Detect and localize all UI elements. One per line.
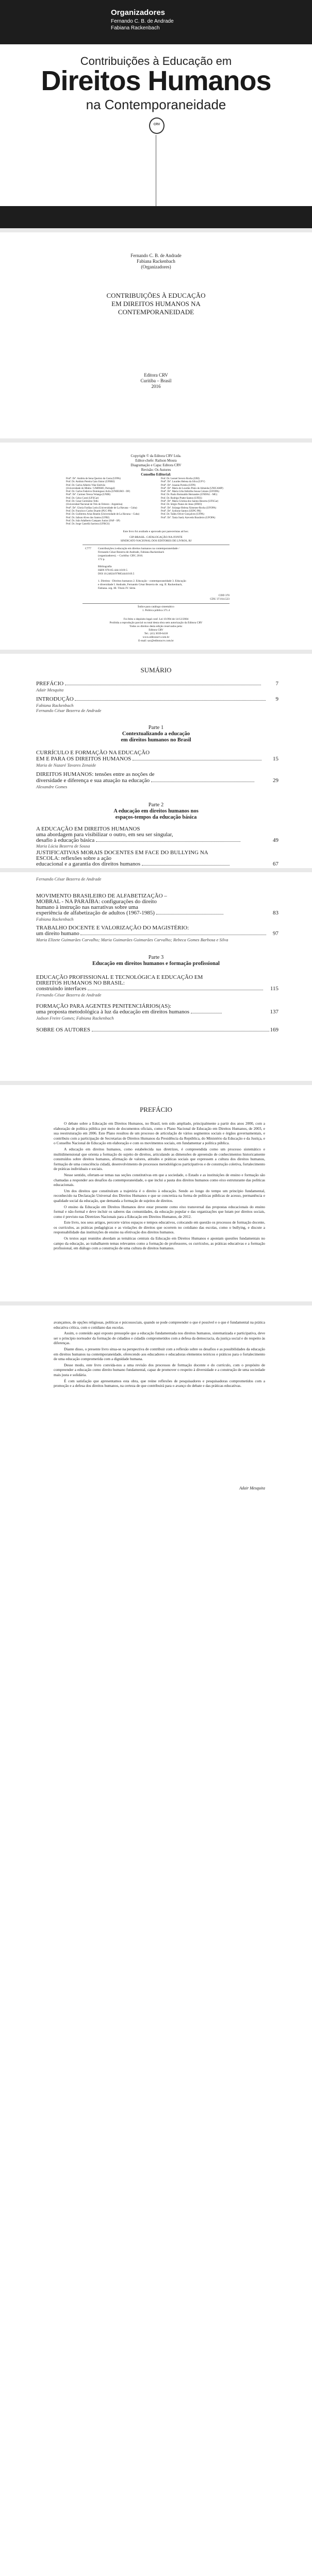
rights-note: Proibida a reprodução parcial ou total desta obra sem autorização da Editora CRV [109, 621, 203, 624]
cip-line: ISBN 978-85-444-1019-5 [98, 569, 127, 572]
toc-entry-page: 15 [273, 756, 278, 762]
cover-organizers-label: Organizadores [111, 8, 166, 17]
preface-paragraph: avançamos, de opções religiosas, políticas e psicossociais, quando se pode compreender o que é possível e o que é fundamental na prática educativa crítica, com o cotidiano das escolas. [54, 1320, 265, 1330]
publisher-phone: Tel.: (41) 3039-6418 [144, 632, 168, 635]
preface-heading: PREFÁCIO [140, 1106, 172, 1113]
cip-line [98, 576, 229, 580]
preface-paragraph: A educação em direitos humanos, como estabelecida nas diretrizes, é compreendida como um processo sistemático e multidimensional que orienta a formação do sujeito de direitos, articulando as dimensões de apreensão de conhecimentos historicamente construídos sobre direitos humanos, afirmação de valores, atitudes e práticas sociais que expressem a cultura dos direitos humanos, formação de uma consciência cidadã, desenvolvimento de processos metodológicos participativos e de construção coletiva, fortalecimento de práticas individuais e sociais. [54, 1146, 265, 1172]
toc-entry-title: A EDUCAÇÃO EM DIREITOS HUMANOS [36, 826, 140, 832]
toc-entry-title-2: DIREITOS HUMANOS NO BRASIL: [36, 980, 125, 986]
toc-entry-author: Fernando César Bezerra de Andrade [36, 876, 102, 882]
board-member: Profª. Drª. Lourdes Helena da Silva (UFV) [161, 481, 205, 484]
leader-dots [75, 700, 266, 701]
cover-subtitle: Contribuições à Educação em [80, 55, 232, 67]
preface-paragraph: Nesse sentido, ofertam-se temas nas seções constitutivas em que a sociedade, o Estado e as instituições de ensino e formação são chamadas a responder aos desafios da contemporaneidade, o que inclui a pauta dos direitos humanos como eixo estruturante das políticas educacionais. [54, 1172, 265, 1188]
preface-paragraph: Os textos aqui reunidos abordam as temáticas centrais da Educação em Direitos Humanos e apontam questões fundamentais no campo da educação, ao trabalharem temas relevantes como a formação de professores, os currículos, as práticas educativas e a formação profissional, em diálogo com a construção de uma cultura de direitos humanos. [54, 1236, 265, 1251]
toc-entry-title-3: humano à instrução nas narrativas sobre uma [36, 904, 138, 910]
copyright-line: Copyright © da Editora CRV Ltda. [130, 454, 182, 458]
toc-page-2 [0, 872, 312, 1081]
toc-entry-author: Alexandre Gomes [36, 784, 68, 789]
preface-paragraph: Este livro, nos seus artigos, percorre vários espaços e tempos educativos, colocando em questão os processos de formação docente, os currículos, as práticas pedagógicas e as violações de direitos que ocorrem no cotidiano das escolas, como o bullying, e discute a responsabilidade das instituições de ensino na efetivação dos direitos humanos. [54, 1220, 265, 1235]
toc-entry-title: PREFÁCIO [36, 681, 64, 687]
part-2-label: Parte 2 [148, 802, 164, 808]
layout-line: Diagramação e Capa: Editora CRV [130, 463, 182, 467]
toc-entry-page: 97 [273, 930, 278, 937]
preface-paragraph: Diante disso, o presente livro situa-se na perspectiva de contribuir com a reflexão sobre os desafios e as possibilidades da educação em direitos humanos na contemporaneidade, oferecendo aos educadores e educadoras elementos teóricos e práticos para o fortalecimento de uma educação comprometida com a dignidade humana. [54, 1346, 265, 1362]
toc-entry-continued[interactable] [36, 930, 278, 937]
board-member: Profª. Drª. Maria Cristina dos Santos Bezerra (UFSCar) [161, 500, 219, 503]
cip-line: Fernando César Bezerra de Andrade, Fabiana Rackenbach [98, 551, 165, 554]
cover-title: Direitos Humanos [41, 65, 271, 96]
toc-entry[interactable] [36, 696, 278, 702]
toc-entry-title-2: EM E PARA OS DIREITOS HUMANOS [36, 756, 132, 762]
publisher-name: Editora CRV [149, 629, 163, 632]
toc-entry-continued[interactable] [36, 837, 278, 843]
cip-line: CDU 37.014.523 [210, 598, 229, 601]
leader-dots [96, 841, 240, 842]
toc-entry-title-2: uma proposta metodológica à luz da educação em direitos humanos [36, 1009, 190, 1015]
cip-line: CDD 370 [218, 594, 229, 597]
toc-entry-page: 137 [270, 1009, 278, 1015]
preface-paragraph: Assim, o conteúdo aqui exposto pressupõe que a educação fundamentada nos direitos humanos, sistematizada e participativa, deve ser o princípio norteador da formação de cidadãos e cidadãs comprometidos com a defesa da democracia, da justiça social e do respeito às diferenças. [54, 1331, 265, 1346]
review-note: Este livro foi avaliado e aprovado por pareceristas ad hoc. [123, 530, 189, 533]
board-member: Prof. Dr. Jorge Castellá Sarriera (UFRGS) [66, 523, 110, 526]
toc-entry-author: Maria Lúcia Bezerra de Sousa [36, 843, 90, 849]
cip-line: e diversidade I. Andrade, Fernando César Bezerra de. org. II. Rackenbach, [98, 583, 183, 586]
board-member: Profª. Drª. Carmen Tereza Velanga (UNIR) [66, 494, 110, 497]
toc-entry-page: 83 [273, 910, 278, 916]
toc-entry-continued[interactable] [36, 986, 278, 992]
preface-paragraph: Um dos direitos que constituíram a trajetória é o direito à educação. Sendo ao longo do tempo um princípio fundamental, reconhecido na Declaração Universal dos Direitos Humanos e que se concretiza na forma de políticas públicas de acesso, permanência e qualidade social da educação, que demanda a formação de sujeitos de direitos. [54, 1188, 265, 1203]
publisher-site: www.editoracrv.com.br [142, 636, 170, 639]
board-member: Prof. Dr. Cesar Gerónimo Tello [66, 500, 98, 503]
board-member: Profª. Drª. Josania Portela (UFPI) [161, 484, 196, 487]
crv-logo-icon [149, 117, 165, 134]
page-separator [0, 438, 312, 443]
board-member: Prof. Dr. Sérgio Nunes de Jesus (IFRO) [161, 503, 202, 506]
publisher-email: E-mail: sac@editoracrv.com.br [138, 639, 174, 642]
toc-entry-title: SOBRE OS AUTORES [36, 1027, 90, 1033]
preface-signature: Adair Mesquita [239, 1486, 265, 1490]
toc-entry-authors[interactable] [36, 1027, 278, 1033]
cover-footer-band [0, 206, 312, 228]
toc-entry-title: MOVIMENTO BRASILEIRO DE ALFABETIZAÇÃO – [36, 893, 167, 899]
toc-entry[interactable] [36, 771, 278, 777]
toc-entry-continued[interactable] [36, 777, 278, 784]
toc-entry-continued[interactable] [36, 1009, 278, 1015]
toc-entry-author: Fernando César Bezerra de Andrade [36, 992, 102, 997]
board-member: Profª. Drª. Sydione Santos (UEPG PR) [161, 510, 201, 513]
toc-entry-continued[interactable] [36, 910, 278, 916]
leader-dots [142, 865, 229, 866]
board-member: Profª. Drª. Andréa de Sena Queiroz da Costa (UFPA) [66, 478, 121, 480]
cip-line: 172 p. [98, 558, 105, 561]
page-separator [0, 1081, 312, 1085]
toc-entry-page: 67 [273, 861, 278, 867]
cip-line: 1. Direitos - Direitos humanos 2. Educação - contemporaneidade 3. Educação [98, 580, 186, 583]
part-3-label: Parte 3 [148, 955, 164, 960]
cip-code: C777 [85, 547, 91, 550]
preface-page [0, 1085, 312, 1301]
title-page-title-line-1: CONTRIBUIÇÕES À EDUCAÇÃO [106, 292, 206, 299]
toc-entry[interactable] [36, 750, 278, 756]
cover-page [0, 0, 312, 228]
toc-entry-title-2: um direito humano [36, 930, 79, 937]
toc-entry-title: JUSTIFICATIVAS MORAIS DOCENTES EM FACE DO BULLYING NA [36, 850, 208, 856]
board-member: Prof. Dr. Paulo Romualdo Hernandes (UNIFAL - MG) [161, 494, 218, 497]
board-member: Prof. Dr. Celso Conti (UFSCar) [66, 497, 99, 500]
board-member: Profª. Drª. Maria de Lourdes Pinto de Almeida (UNICAMP) [161, 487, 223, 490]
part-3-title: Educação em direitos humanos e formação profissional [92, 961, 220, 967]
review-line: Revisão: Os Autores [141, 468, 171, 472]
cip-line: Fabiana. org. III. Título IV. Série. [98, 587, 136, 590]
board-member: Profª. Drª. Gloria Fariñas León (Universidade de La Havana – Cuba) [66, 506, 137, 510]
toc-entry-author: Fernando César Bezerra de Andrade [36, 708, 102, 713]
toc-entry-title-3: educacional e a garantia dos direitos humanos [36, 861, 141, 867]
cip-line [98, 590, 229, 594]
title-page-title-line-2: EM DIREITOS HUMANOS NA [111, 300, 201, 308]
page-separator [0, 868, 312, 872]
legal-deposit: Foi feito o depósito legal conf. Lei 10.994 de 14/12/2004 [123, 618, 189, 621]
board-member: Prof. Dr. João Adalberto Campato Junior (FAP - SP) [66, 519, 120, 522]
cip-line [98, 562, 229, 565]
title-page-year: 2016 [151, 384, 161, 389]
cip-line: Contribuições à educação em direitos humanos na contemporaneidade / [98, 547, 179, 550]
toc-entry-page: 7 [275, 681, 278, 687]
toc-entry-author: Maria de Nazaré Tavares Zenaide [36, 762, 96, 768]
board-member: Prof. Dr. Guillermo Arias Beatón (Universidade de La Havana – Cuba) [66, 513, 140, 516]
toc-entry-title-3: construindo interfaces [36, 986, 87, 992]
toc-entry-title: FORMAÇÃO PARA AGENTES PENITENCIÁRIOS(AS): [36, 1003, 172, 1009]
title-page-organizer-2: Fabiana Rackenbach [137, 259, 175, 264]
toc-heading: SUMÁRIO [140, 666, 172, 674]
toc-entry-continued[interactable] [36, 756, 278, 762]
board-member: (Universidade do Minho / UMINHO, Portugal) [66, 487, 115, 490]
toc-entry-author: Jadson Freire Gomes; Fabiana Rackenbach [36, 1015, 114, 1021]
toc-page-1 [0, 654, 312, 868]
cover-organizer-2: Fabiana Rackenbach [111, 25, 160, 31]
copyright-page [0, 443, 312, 650]
part-1-label: Parte 1 [148, 725, 164, 731]
toc-entry-author: Fabiana Rackenbach [36, 917, 74, 922]
toc-entry-page: 9 [275, 696, 278, 702]
cip-line: (organizadores). – Curitiba: CRV, 2016. [98, 554, 143, 557]
part-2-title-line-1: A educação em direitos humanos nos [113, 808, 199, 814]
cover-title-tail: na Contemporaneidade [86, 97, 226, 112]
toc-entry-page: 49 [273, 837, 278, 843]
toc-entry-title-2: diversidade e diferença e sua atuação na educação [36, 777, 150, 784]
board-member: Profª. Drª. Maria Lília Imbiriba Sousa Colares (UFOPA) [161, 490, 219, 494]
title-page [0, 232, 312, 438]
toc-entry-author: Adair Mesquita [36, 687, 64, 692]
cip-title: CIP-BRASIL. CATALOGAÇÃO-NA-FONTE [129, 536, 183, 539]
title-page-publisher: Editora CRV [144, 372, 168, 378]
board-member: Prof. Dr. Jailson Alves dos Santos (UFRJ) [66, 516, 110, 519]
board-member: Profª. Drª. Tania Suely Azevedo Brasileiro (UFOPA) [161, 516, 216, 519]
board-member: Prof. Dr. Antônio Pereira Gaio Júnior (UFRRJ) [66, 481, 115, 484]
toc-entry-title-2: uma abordagem para visibilizar o outro, em seu ser singular, [36, 832, 173, 838]
board-member: Prof. Dr. Carlos Federico Dominguez Avila (UNIEURO - DF) [66, 490, 130, 494]
preface-paragraph: Desse modo, este livro convida-nos a uma revisão dos processos de formação docente e do currículo, com o propósito de compreender a educação como direito humano fundamental, capaz de promover o respeito à diversidade e a construção de uma sociedade mais justa e solidária. [54, 1362, 265, 1377]
preface-continued-page [0, 1306, 312, 1512]
title-page-organizer-1: Fernando C. B. de Andrade [130, 253, 182, 258]
board-member: Prof. Dr. Leonel Severo Rocha (URI) [161, 478, 200, 480]
toc-entry-title: DIREITOS HUMANOS: tensões entre as noções de [36, 771, 155, 777]
rights-note-2: Todos os direitos desta edição reservados pela: [129, 625, 183, 628]
board-member: Prof. Dr. Rodrigo Pratte-Santos (UFES) [161, 497, 202, 500]
toc-entry[interactable] [36, 681, 278, 687]
toc-entry-page: 169 [270, 1027, 278, 1033]
index-item: 1. Política pública 371.4 [142, 609, 170, 612]
part-1-title-line-2: em direitos humanos no Brasil [121, 737, 191, 743]
board-member: (Universidad Nacional de Três de Febrero - Argentina) [66, 503, 123, 506]
toc-entry-title-4: experiência de alfabetização de adultos (1967-1985) [36, 910, 155, 916]
title-page-role: (Organizadores) [141, 264, 171, 269]
toc-entry-title: CURRÍCULO E FORMAÇÃO NA EDUCAÇÃO [36, 750, 150, 756]
editor-line: Editor-chefe: Railson Moura [135, 459, 177, 463]
toc-entry-author: Fabiana Rackenbach [36, 703, 74, 708]
page-separator [0, 1301, 312, 1306]
logo-text: CRV [153, 123, 160, 126]
board-member: Prof. Dr. Francisco Carlos Duarte (PUC-PR) [66, 510, 112, 513]
board-heading: Conselho Editorial: [141, 472, 171, 477]
index-title: Índice para catálogo sistemático [138, 605, 174, 608]
preface-paragraph: O ensino da Educação em Direitos Humanos deve estar presente como eixo transversal das propostas educacionais do ensino formal e não-formal e deve incluir os saberes das comunidades, da educação popular e das organizações que lutam por direitos sociais, como é previsto nas Diretrizes Nacionais para a Educação em Direitos Humanos, de 2012. [54, 1204, 265, 1219]
cip-rule-bottom [83, 603, 229, 604]
board-member: Prof. Dr. Tadeu Oliver Gonçalves (UFPA) [161, 513, 204, 516]
cip-line: Bibliografia [98, 565, 112, 568]
preface-paragraph: É com satisfação que apresentamos esta obra, que reúne reflexões de pesquisadores e pesquisadoras comprometidos com a promoção e a defesa dos direitos humanos, na certeza de que contribuirá para o avanço do debate e das práticas educativas. [54, 1378, 265, 1388]
toc-entry-continued[interactable] [36, 861, 278, 867]
toc-entry-title-3: desafio à educação básica [36, 837, 95, 843]
preface-paragraph: O debate sobre a Educação em Direitos Humanos, no Brasil, tem sido ampliado, principalmente a partir dos anos 2000, com a elaboração de política pública por meio de documentos oficiais, como o Plano Nacional de Educação em Direitos Humanos, de 2003, e sua reestruturação em 2006. Este Plano resultou de um processo de articulação de vários segmentos sociais e órgãos governamentais, e contribuiu com a participação de Secretarias de Direitos Humanos da Presidência da República, do Ministério da Educação e da Justiça, e o Conselho Nacional de Educação em elaboração e com os movimentos sociais, em fundamentar a política pública. [54, 1121, 265, 1146]
cip-subtitle: SINDICATO NACIONAL DOS EDITORES DE LIVROS, RJ [120, 539, 192, 543]
page-separator [0, 650, 312, 654]
cover-organizer-1: Fernando C. B. de Andrade [111, 19, 174, 24]
toc-entry-page: 115 [270, 986, 278, 992]
toc-entry-title: EDUCAÇÃO PROFISSIONAL E TECNOLÓGICA E EDUCAÇÃO EM [36, 974, 203, 980]
toc-entry-title-2: MOBRAL - NA PARAÍBA: configurações do direito [36, 899, 157, 905]
page-separator [0, 228, 312, 232]
part-2-title-line-2: espaços-tempos da educação básica [115, 815, 197, 820]
toc-entry-title: TRABALHO DOCENTE E VALORIZAÇÃO DO MAGISTÉRIO: [36, 925, 189, 931]
cip-line: DOI 10.24824/978854441019.5 [98, 572, 135, 575]
title-page-city: Curitiba – Brasil [140, 378, 172, 383]
part-1-title-line-1: Contextualizando a educação [122, 731, 190, 737]
board-member: Profª. Drª. Solange Helena Ximenes-Rocha (UFOPA) [161, 506, 217, 510]
toc-entry-title-2: ESCOLA: reflexões sobre a ação [36, 855, 112, 861]
board-member: Prof. Dr. Carlos Alberto Vilar Estêvão [66, 484, 106, 487]
toc-entry-author: Maria Elizete Guimarães Carvalho; Maria Guimarães Guimarães Carvalho; Rebeca Gomes Barbosa e Silva [36, 937, 228, 942]
title-page-title-line-3: CONTEMPORANEIDADE [118, 308, 194, 316]
toc-entry-page: 29 [273, 777, 278, 784]
toc-entry-title: INTRODUÇÃO [36, 696, 74, 702]
